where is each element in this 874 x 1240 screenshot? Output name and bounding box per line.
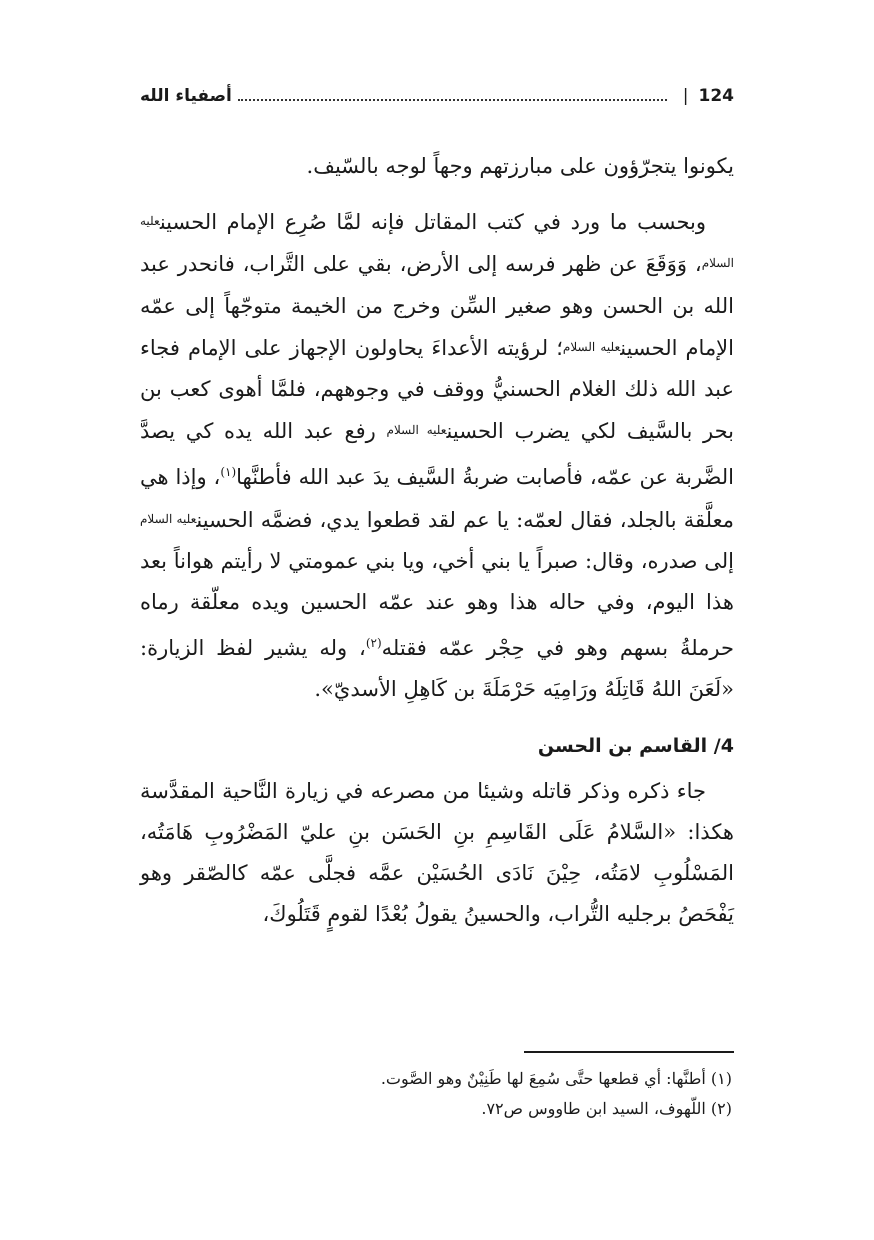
honorific-mark: عليه السلام	[140, 214, 734, 271]
footnote-1: (١) أطنَّها: أي قطعها حتَّى سُمِعَ لها طَنِيْنٌ وهو الصَّوت.	[380, 1069, 732, 1088]
honorific-mark: عليه السلام	[386, 423, 447, 438]
text-segment: ، وإذا هي معلَّقة بالجلد، فقال لعمّه: يا عم لقد قطعوا يدي، فضمَّه الحسين	[140, 465, 734, 532]
running-header	[140, 82, 734, 110]
header-leader-dots	[238, 99, 667, 101]
text-segment: يكونوا يتجرّؤون على مبارزتهم وجهاً لوجه بالسّيف.	[306, 154, 734, 178]
page-number: 124	[698, 86, 734, 106]
footnote-divider	[524, 1051, 734, 1053]
section-heading: 4/ القاسم بن الحسن	[537, 734, 734, 757]
header-separator: |	[682, 86, 689, 106]
footnote-2: (٢) اللّهوف، السيد ابن طاووس ص٧٢.	[481, 1099, 732, 1118]
text-segment: إلى صدره، وقال: صبراً يا بني أخي، ويا بني عمومتي لا رأيتم هواناً بعد هذا اليوم، وفي حاله هذا وهو عند عمّه الحسين ويده معلّقة رماه حرملةُ بسهم وهو في حِجْر عمّه فقتله	[140, 548, 734, 661]
footnotes	[140, 1064, 734, 1124]
text-segment: ؛ لرؤيته الأعداءَ يحاولون الإجهاز على الإمام فجاء عبد الله ذلك الغلام الحسنيُّ ووقف في وجوههم، فلمَّا أهوى كعب بن بحر بالسَّيف لكي يضرب الحسين	[140, 335, 735, 444]
text-segment: جاء ذكره وذكر قاتله وشيئا من مصرعه في زيارة النَّاحية المقدَّسة هكذا: «السَّلامُ عَلَى القَاسِمِ بنِ الحَسَن بنِ عليّ المَضْرُوبِ هَامَتُه، المَسْلُوبِ لامَتُه، حِيْنَ نَادَى الحُسَيْن عمَّه فجلَّى عمّه كالصّقر وهو يَفْحَصُ برجليه التُّراب، والحسينُ يقولُ بُعْدًا لقومٍ قَتَلُوكَ،	[140, 778, 734, 927]
footnote-ref-2[interactable]: (٢)	[365, 636, 382, 651]
book-page	[140, 0, 734, 1240]
honorific-mark: عليه السلام	[140, 511, 197, 526]
text-segment: رفع عبد الله يده كي يصدَّ الضَّربة عن عمّه، فأصابت ضربةُ السَّيف يدَ عبد الله فأطنَّها	[140, 419, 734, 490]
text-segment: ، وَوَقَعَ عن ظهر فرسه إلى الأرض، بقي على التَّراب، فانحدر عبد الله بن الحسن وهو صغير السِّن وخرج من الخيمة متوجّهاً إلى عمّه الإمام الحسين	[140, 252, 734, 360]
main-text	[140, 146, 734, 935]
footnote-ref-1[interactable]: (١)	[220, 465, 237, 480]
section-paragraph	[140, 771, 734, 936]
book-title: أصفياء الله	[140, 86, 232, 106]
paragraph-1	[140, 146, 734, 187]
text-segment: وبحسب ما ورد في كتب المقاتل فإنه لمَّا صُرِع الإمام الحسين	[159, 210, 706, 235]
honorific-mark: عليه السلام	[562, 339, 621, 354]
text-segment: ، وله يشير لفظ الزيارة: «لَعَنَ اللهُ قَاتِلَهُ ورَامِيَه حَرْمَلَةَ بن كَاهِلِ الأسديّ».	[140, 636, 734, 702]
paragraph-2	[140, 201, 734, 710]
